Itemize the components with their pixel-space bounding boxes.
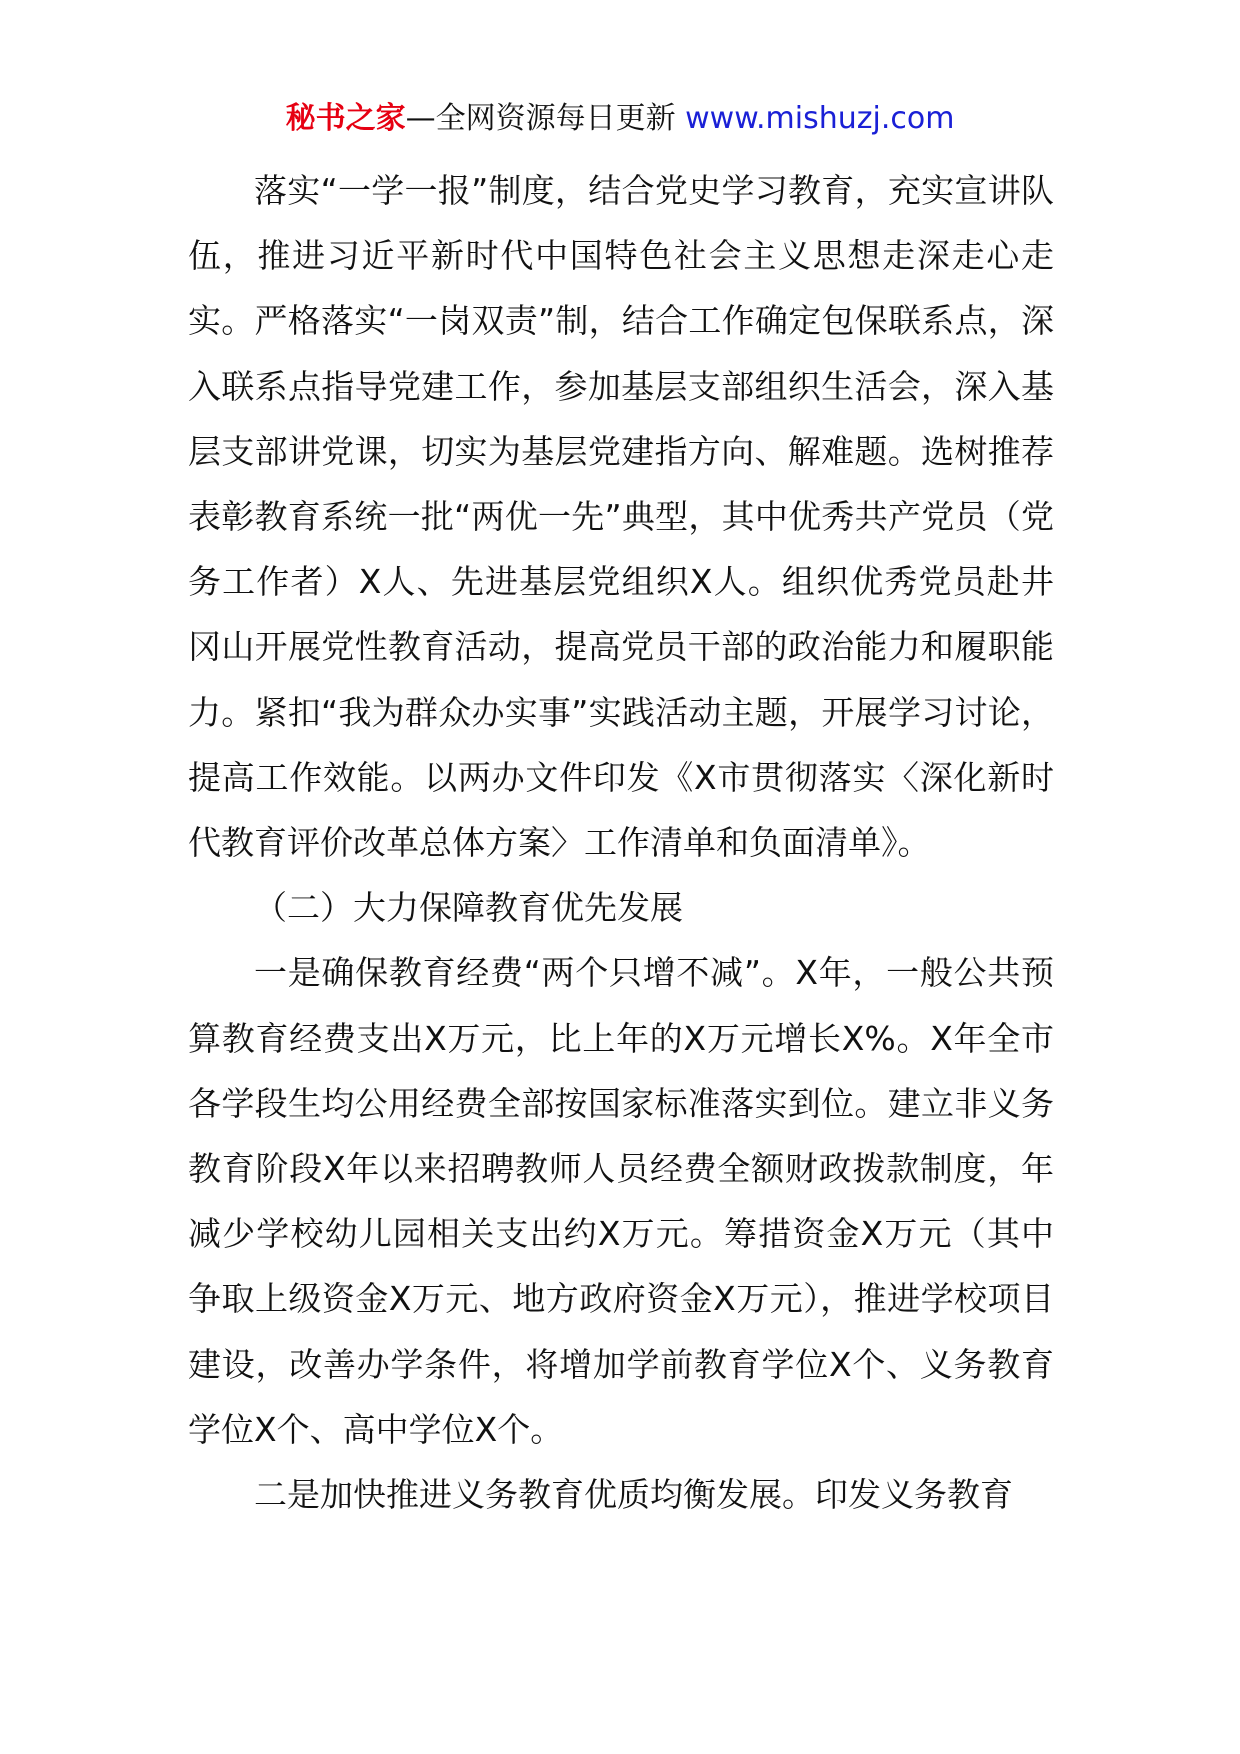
- paragraph-party-building: 落实“一学一报”制度，结合党史学习教育，充实宣讲队伍，推进习近平新时代中国特色社会主义思想走深走心走实。严格落实“一岗双责”制，结合工作确定包保联系点，深入联系点指导党建工作，参加基层支部组织生活会，深入基层支部讲党课，切实为基层党建指方向、解难题。选树推荐表彰教育系统一批“两优一先”典型，其中优秀共产党员（党务工作者）X人、先进基层党组织X人。组织优秀党员赴井冈山开展党性教育活动，提高党员干部的政治能力和履职能力。紧扣“我为群众办实事”实践活动主题，开展学习讨论，提高工作效能。以两办文件印发《X市贯彻落实〈深化新时代教育评价改革总体方案〉工作清单和负面清单》。: [188, 171, 1054, 863]
- section-heading: （二）大力保障教育优先发展: [254, 888, 683, 928]
- paragraph-compulsory-education: 二是加快推进义务教育优质均衡发展。印发义务教育: [254, 1475, 1013, 1515]
- paragraph-education-funding: 一是确保教育经费“两个只增不减”。X年，一般公共预算教育经费支出X万元，比上年的X万元增长X%。X年全市各学段生均公用经费全部按国家标准落实到位。建立非义务教育阶段X年以来招聘教师人员经费全额财政拨款制度，年减少学校幼儿园相关支出约X万元。筹措资金X万元（其中争取上级资金X万元、地方政府资金X万元），推进学校项目建设，改善办学条件，将增加学前教育学位X个、义务教育学位X个、高中学位X个。: [188, 953, 1054, 1449]
- site-url-link[interactable]: www.mishuzj.com: [685, 101, 955, 136]
- site-slogan: —全网资源每日更新: [405, 101, 676, 136]
- site-brand: 秘书之家: [285, 101, 406, 136]
- document-body: [188, 158, 1054, 1527]
- site-header: [0, 98, 1240, 140]
